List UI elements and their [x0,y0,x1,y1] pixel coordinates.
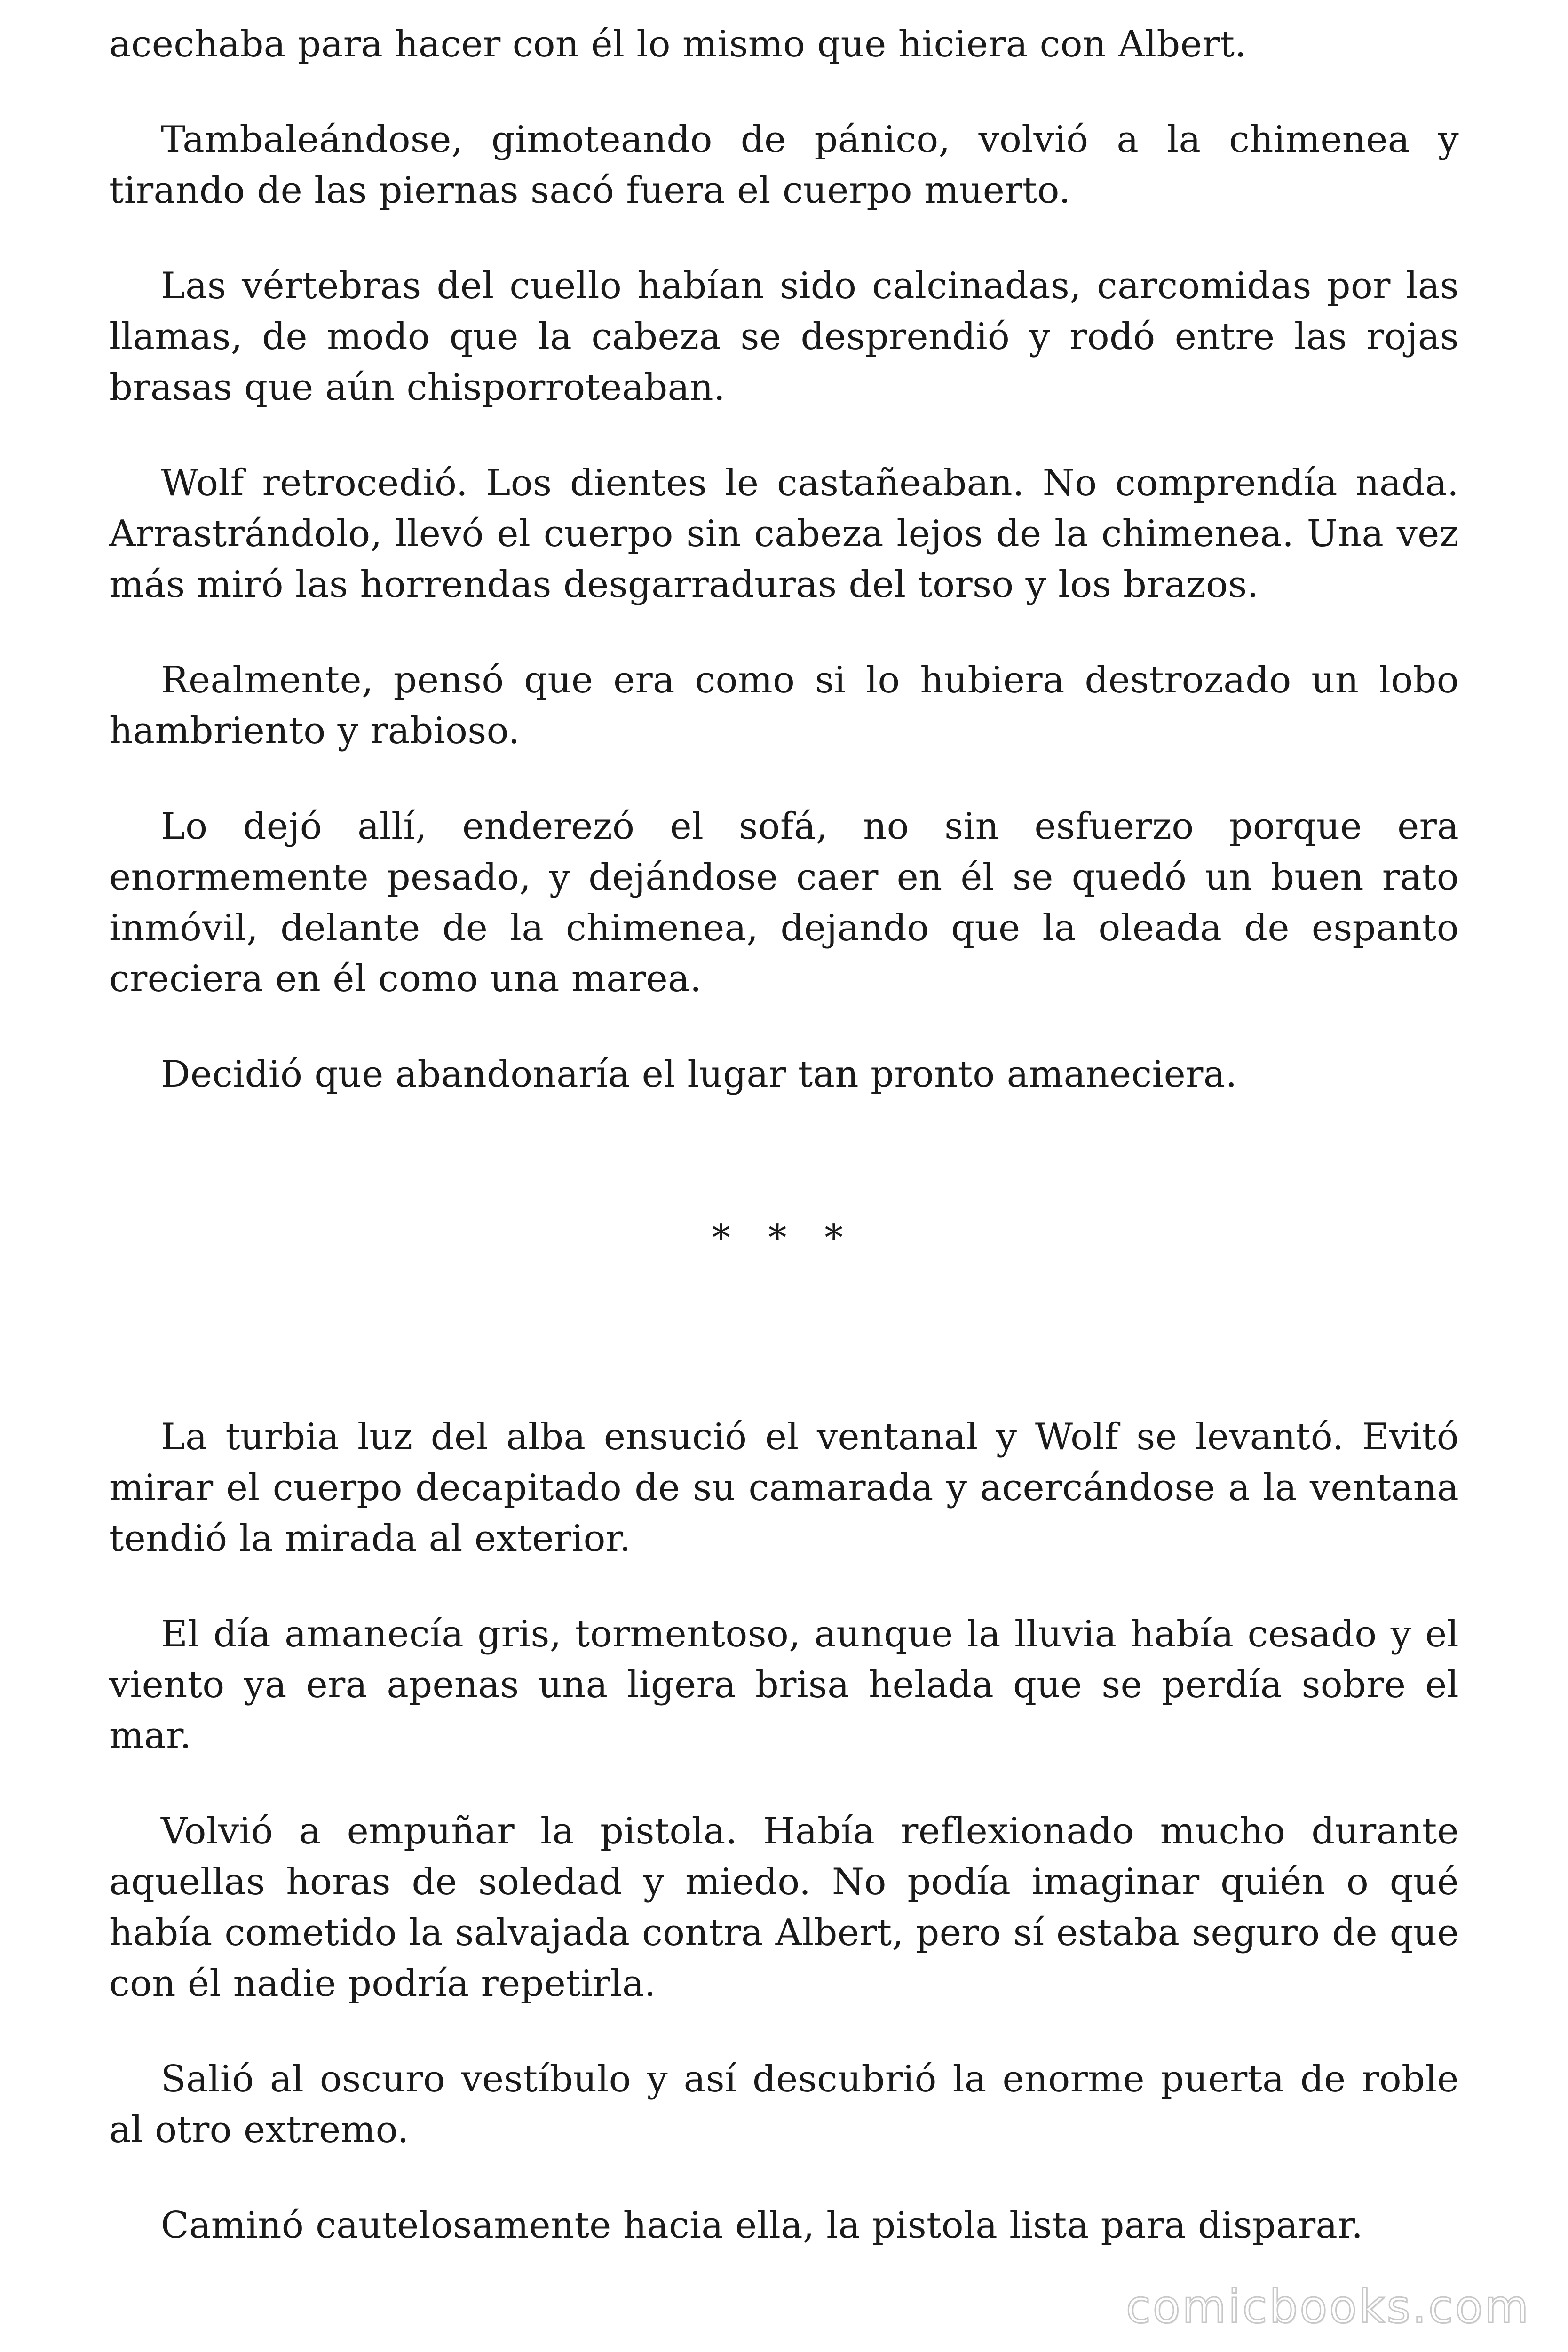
paragraph: Salió al oscuro vestíbulo y así descubrió la enorme puerta de roble al otro extremo. [109,2058,1459,2151]
paragraph: Realmente, pensó que era como si lo hubiera destrozado un lobo hambriento y rabioso. [109,659,1459,752]
paragraph: Lo dejó allí, enderezó el sofá, no sin esfuerzo porque era enormemente pesado, y dejándose caer en él se quedó un buen rato inmóvil, delante de la chimenea, dejando que la oleada de espanto creciera en él como una marea. [109,805,1459,1000]
paragraph: acechaba para hacer con él lo mismo que hiciera con Albert. [109,23,1247,65]
paragraph: Volvió a empuñar la pistola. Había reflexionado mucho durante aquellas horas de soledad y miedo. No podía imaginar quién o qué había cometido la salvajada contra Albert, pero sí estaba seguro de que con él nadie podría repetirla. [109,1810,1459,2005]
paragraph: Wolf retrocedió. Los dientes le castañeaban. No comprendía nada. Arrastrándolo, llevó el cuerpo sin cabeza lejos de la chimenea. Una vez más miró las horrendas desgarraduras del torso y los brazos. [109,462,1459,606]
paragraph: La turbia luz del alba ensució el ventanal y Wolf se levantó. Evitó mirar el cuerpo decapitado de su camarada y acercándose a la ventana tendió la mirada al exterior. [109,1416,1459,1560]
book-page [109,19,1459,2296]
paragraph: Decidió que abandonaría el lugar tan pronto amaneciera. [161,1053,1237,1096]
paragraph: El día amanecía gris, tormentoso, aunque la lluvia había cesado y el viento ya era apenas una ligera brisa helada que se perdía sobre el mar. [109,1613,1459,1757]
paragraph: Las vértebras del cuello habían sido calcinadas, carcomidas por las llamas, de modo que la cabeza se desprendió y rodó entre las rojas brasas que aún chisporroteaban. [109,265,1459,409]
section-separator: * * * [712,1217,856,1259]
paragraph: Tambaleándose, gimoteando de pánico, volvió a la chimenea y tirando de las piernas sacó fuera el cuerpo muerto. [109,119,1459,212]
paragraph: Caminó cautelosamente hacia ella, la pistola lista para disparar. [161,2204,1363,2247]
site-watermark: comicbooks.com [1125,2280,1530,2333]
